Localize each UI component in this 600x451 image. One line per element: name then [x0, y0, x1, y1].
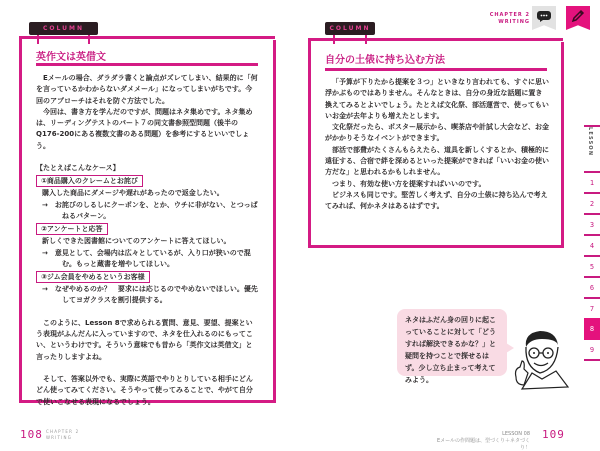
case-response: → 意見として、会場内は広々としているが、入り口が狭いので混む。もっと蔵書を増やしてほしい。: [42, 248, 251, 268]
paragraph: 文化祭だったら、ポスター展示から、喫茶店や計試し大会など、お金がかかりそうなイベントができます。: [325, 123, 549, 143]
case-1: [36, 174, 258, 222]
paragraph: 部活で部費がたくさんもらえたら、道具を新しくするとか、積極的に遠征する、合宿で絆を深めるといった提案ができれば「いいお金の使い方だな」と思われるかもしれません。: [325, 145, 549, 177]
divider: [584, 359, 600, 361]
paragraph: 今回は、書き方を学んだのですが、問題はネタ集めです。ネタ集めは、リーディングテストのパート７の同文書参照型問題（後半のQ176-200にある複数文書のある問題）を参考にするといいでしょう。: [36, 107, 253, 150]
case-label: ①商品購入のクレームとお詫び: [36, 175, 143, 187]
case-response: → なぜやめるのか？ 要求には応じるのでやめないでほしい。優先してヨガクラスを割引提供する。: [42, 285, 258, 305]
column-title: 自分の土俵に持ち込む方法: [325, 55, 445, 66]
footer-chapter-label: CHAPTER 2: [46, 429, 80, 434]
cases-heading: 【たとえばこんなケース】: [36, 164, 120, 173]
header-section-label: WRITING: [498, 19, 530, 25]
lesson-label: LESSON: [587, 127, 593, 157]
column-title: 英作文は英借文: [36, 52, 106, 63]
column-body: [325, 77, 549, 213]
lesson-tab-2[interactable]: 2: [589, 199, 595, 208]
lesson-tab-6[interactable]: 6: [589, 283, 595, 292]
footer-caption: [430, 431, 530, 451]
lesson-index: [584, 125, 600, 361]
speech-bubble-icon: [537, 11, 551, 22]
lesson-tab-1[interactable]: 1: [589, 178, 595, 187]
lesson-tab-9[interactable]: 9: [589, 345, 595, 354]
header-chapter-label: CHAPTER 2: [489, 12, 530, 18]
title-rule: [36, 63, 258, 66]
column-tab: COLUMN: [325, 22, 375, 35]
paragraph: ビジネスも同じです。堅苦しく考えず、自分の土俵に持ち込んで考えてみれば、何かネタはあるはずです。: [325, 190, 548, 211]
page-number: 108: [20, 428, 43, 441]
paragraph: このように、Lesson 8で求められる質問、意見、要望、提案という表現がふんだんに入っていますので、ネタを仕入れるのにもってこい、というわけです。そういう意味でも昔から「英作文は英借文」と言ったりしますよね。: [36, 318, 253, 361]
paragraph: 「予算が下りたから提案を３つ」といきなり言われても、すぐに思い浮かぶものではありません。そんなときは、自分の身近な話題に置き換えてみるとよいでしょう。たとえば文化祭、部活運営で、使ってもいいお金が去年よりも増えたとします。: [325, 78, 549, 120]
footer-chapter: [46, 429, 79, 441]
tip-speech-bubble: ネタはふだん身の回りに起こっていることに対して「どうすれば解決できるかな？」と疑問を持つことで探せるはず。少し立ち止まって考えてみよう。: [397, 309, 507, 376]
pencil-icon: [571, 9, 585, 23]
footer-section-label: WRITING: [46, 435, 73, 440]
column-body: [36, 73, 258, 408]
footer-caption-text: Eメールの作問題は、型づくり＋ネタづくり！: [436, 438, 530, 451]
page-number: 109: [542, 428, 565, 441]
case-line: 購入した商品にダメージや遅れがあったので返金したい。: [42, 189, 224, 198]
lesson-tab-7[interactable]: 7: [589, 304, 595, 313]
header-chapter: [490, 12, 530, 26]
teacher-illustration-icon: [512, 327, 572, 393]
paragraph: そして、答案以外でも、実際に英語でやりとりしている相手にどんどん使ってみてください。そうやって使ってみることで、やがて自分で使いこなせる表現になるでしょう。: [36, 374, 253, 406]
case-3: [36, 270, 258, 307]
title-rule: [325, 68, 547, 71]
case-label: ②アンケートと応答: [36, 223, 108, 235]
paragraph: つまり、有効な使い方を提案すればいいのです。: [332, 179, 486, 188]
lesson-tab-3[interactable]: 3: [589, 220, 595, 229]
footer-lesson: LESSON 08: [502, 431, 530, 437]
lesson-tab-5[interactable]: 5: [589, 262, 595, 271]
left-page: [0, 0, 300, 450]
lesson-tab-8-active[interactable]: 8: [584, 318, 600, 340]
column-tab: COLUMN: [29, 22, 98, 35]
paragraph: Eメールの場合、ダラダラ書くと論点がズレてしまい、結果的に「何を言っているかわからないダメメール」になってしまいがちです。今回のアプローチはそれを防ぐ方法でした。: [36, 74, 258, 105]
case-2: [36, 222, 258, 270]
case-label: ③ジム会員をやめるというお客様: [36, 271, 150, 283]
lesson-tab-4[interactable]: 4: [589, 241, 595, 250]
case-response: → お詫びのしるしにクーポンを、とか、ウチに非がない、とつっぱねるパターン。: [42, 200, 258, 220]
case-line: 新しくできた図書館についてのアンケートに答えてほしい。: [42, 237, 231, 246]
